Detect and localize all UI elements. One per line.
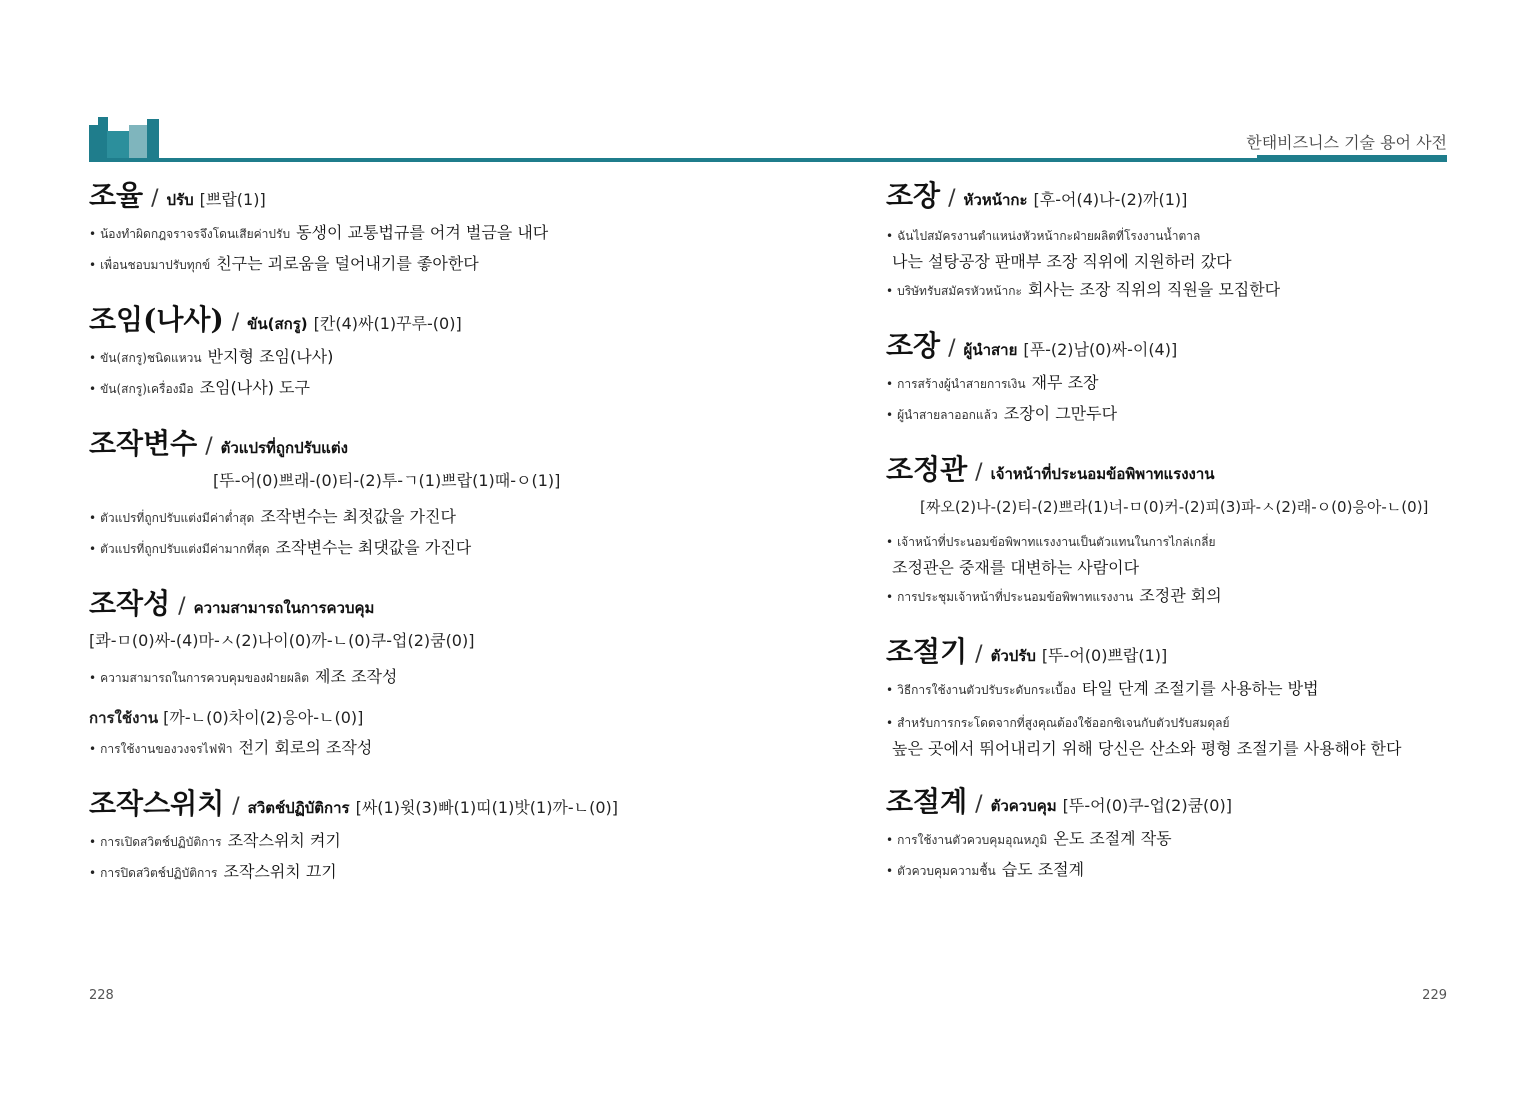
example: • ฉันไปสมัครงานตำแหน่งหัวหน้ากะฝ่ายผลิตที่โรงงานน้ำตาล 나는 설탕공장 판매부 조장 직위에 지원하러 갔다 bbox=[886, 229, 1232, 271]
entry-thai: เจ้าหน้าที่ประนอมข้อพิพาทแรงงาน bbox=[990, 465, 1215, 483]
slash-separator: / bbox=[178, 594, 186, 619]
example: • การประชุมเจ้าหน้าที่ประนอมข้อพิพาทแรงงาน 조정관 회의 bbox=[886, 586, 1222, 605]
entry-jojang-2 bbox=[886, 328, 1466, 430]
example: • การปิดสวิตช์ปฏิบัติการ 조작스위치 끄기 bbox=[89, 862, 337, 881]
example: • การเปิดสวิตช์ปฏิบัติการ 조작스위치 켜기 bbox=[89, 831, 341, 850]
entry-pronunciation: [뚜-어(0)쿠-업(2)쿰(0)] bbox=[1062, 796, 1232, 815]
entry-jojang-1 bbox=[886, 178, 1466, 306]
entry-thai: ตัวปรับ bbox=[990, 647, 1036, 665]
example: • วิธีการใช้งานตัวปรับระดับกระเบื้อง 타일 단계 조절기를 사용하는 방법 bbox=[886, 679, 1319, 698]
entry-jojeonggwan bbox=[886, 452, 1466, 612]
slash-separator: / bbox=[975, 642, 983, 667]
entry-term: 조장 bbox=[886, 179, 941, 212]
right-column bbox=[886, 178, 1466, 908]
book-title: 한태비즈니스 기술 용어 사전 bbox=[1246, 133, 1447, 152]
entry-thai: ตัวแปรที่ถูกปรับแต่ง bbox=[220, 439, 348, 457]
example: • สำหรับการกระโดดจากที่สูงคุณต้องใช้ออกซิเจนกับตัวปรับสมดุลย์ 높은 곳에서 뛰어내리기 위해 당신은 산소와 평형 조절기를 사용해야 한다 bbox=[886, 716, 1402, 758]
entry-term: 조장 bbox=[886, 329, 941, 362]
slash-separator: / bbox=[975, 460, 983, 485]
slash-separator: / bbox=[975, 792, 983, 817]
example: • ตัวแปรที่ถูกปรับแต่งมีค่าต่ำสุด 조작변수는 최젓값을 가진다 bbox=[89, 507, 456, 526]
header-rule bbox=[89, 158, 1257, 162]
entry-pronunciation: [후-어(4)나-(2)까(1)] bbox=[1033, 190, 1188, 209]
left-column bbox=[89, 178, 769, 910]
entry-pronunciation: [쁘랍(1)] bbox=[199, 190, 266, 209]
entry-thai: สวิตช์ปฏิบัติการ bbox=[247, 799, 350, 817]
entry-jojeolgye bbox=[886, 784, 1466, 886]
example: • ความสามารถในการควบคุมของฝ่ายผลิต 제조 조작성 bbox=[89, 667, 398, 686]
example: • เจ้าหน้าที่ประนอมข้อพิพาทแรงงานเป็นตัวแทนในการไกล่เกลี่ย 조정관은 중재를 대변하는 사람이다 bbox=[886, 535, 1216, 577]
example: • ผู้นำสายลาออกแล้ว 조장이 그만두다 bbox=[886, 404, 1118, 423]
example: • การใช้งานตัวควบคุมอุณหภูมิ 온도 조절계 작동 bbox=[886, 829, 1172, 848]
entry-jojakswitch bbox=[89, 786, 769, 888]
slash-separator: / bbox=[948, 186, 956, 211]
header-rule-accent bbox=[1257, 155, 1447, 162]
entry-thai: ตัวควบคุม bbox=[990, 797, 1057, 815]
entry-term: 조작스위치 bbox=[89, 787, 225, 820]
page-number-right: 229 bbox=[1422, 988, 1447, 1003]
entry-term: 조절기 bbox=[886, 635, 968, 668]
example: • การใช้งานของวงจรไฟฟ้า 전기 회로의 조작성 bbox=[89, 738, 373, 757]
entry-pronunciation: [칸(4)싸(1)꾸루-(0)] bbox=[313, 314, 462, 333]
entry-term: 조정관 bbox=[886, 453, 968, 486]
slash-separator: / bbox=[232, 794, 240, 819]
entry-jojeolgi bbox=[886, 634, 1466, 762]
entry-term: 조임(나사) bbox=[89, 303, 224, 336]
entry-joim bbox=[89, 302, 769, 404]
sub-pronunciation: [까-ㄴ(0)차이(2)응아-ㄴ(0)] bbox=[163, 708, 364, 727]
example: • การสร้างผู้นำสายการเงิน 재무 조장 bbox=[886, 373, 1099, 392]
entry-jojakbyeonsu bbox=[89, 426, 769, 564]
page-number-left: 228 bbox=[89, 988, 114, 1003]
example: • น้องทำผิดกฎจราจรจึงโดนเสียค่าปรับ 동생이 교통법규를 어겨 벌금을 내다 bbox=[89, 223, 549, 242]
sub-term: การใช้งาน bbox=[89, 709, 159, 727]
entry-joyul bbox=[89, 178, 769, 280]
entry-term: 조절계 bbox=[886, 785, 968, 818]
example: • บริษัทรับสมัครหัวหน้ากะ 회사는 조장 직위의 직원을 모집한다 bbox=[886, 280, 1281, 299]
entry-pronunciation: [뚜-어(0)쁘래-(0)티-(2)투-ㄱ(1)쁘랍(1)때-ㅇ(1)] bbox=[213, 471, 561, 490]
entry-thai: ปรับ bbox=[166, 191, 194, 209]
entry-term: 조율 bbox=[89, 179, 144, 212]
entry-pronunciation: [짜오(2)나-(2)티-(2)쁘라(1)너-ㅁ(0)커-(2)피(3)파-ㅅ(2)래-ㅇ(0)응아-ㄴ(0)] bbox=[920, 498, 1429, 516]
example: • ขัน(สกรู)ชนิดแหวน 반지형 조임(나사) bbox=[89, 347, 334, 366]
entry-term: 조작변수 bbox=[89, 427, 198, 460]
entry-thai: ผู้นำสาย bbox=[963, 341, 1018, 359]
entry-term: 조작성 bbox=[89, 587, 171, 620]
sub-heading bbox=[89, 703, 769, 733]
entry-pronunciation: [콰-ㅁ(0)싸-(4)마-ㅅ(2)나이(0)까-ㄴ(0)쿠-업(2)쿰(0)] bbox=[89, 631, 475, 650]
entry-thai: หัวหน้ากะ bbox=[963, 191, 1028, 209]
slash-separator: / bbox=[948, 336, 956, 361]
slash-separator: / bbox=[205, 434, 213, 459]
header-logo bbox=[89, 117, 159, 161]
example: • ตัวแปรที่ถูกปรับแต่งมีค่ามากที่สุด 조작변수는 최댓값을 가진다 bbox=[89, 538, 472, 557]
entry-pronunciation: [푸-(2)남(0)싸-이(4)] bbox=[1023, 340, 1178, 359]
entry-jojakseong bbox=[89, 586, 769, 764]
slash-separator: / bbox=[151, 186, 159, 211]
entry-pronunciation: [싸(1)윗(3)빠(1)띠(1)밧(1)까-ㄴ(0)] bbox=[355, 798, 619, 817]
example: • ขัน(สกรู)เครื่องมือ 조임(나사) 도구 bbox=[89, 378, 310, 397]
example: • เพื่อนชอบมาปรับทุกข์ 친구는 괴로움을 덜어내기를 좋아한다 bbox=[89, 254, 479, 273]
entry-pronunciation: [뚜-어(0)쁘랍(1)] bbox=[1041, 646, 1168, 665]
slash-separator: / bbox=[231, 310, 240, 335]
example: • ตัวควบคุมความชื้น 습도 조절계 bbox=[886, 860, 1085, 879]
entry-thai: ความสามารถในการควบคุม bbox=[193, 599, 375, 617]
entry-thai: ขัน(สกรู) bbox=[247, 315, 308, 333]
